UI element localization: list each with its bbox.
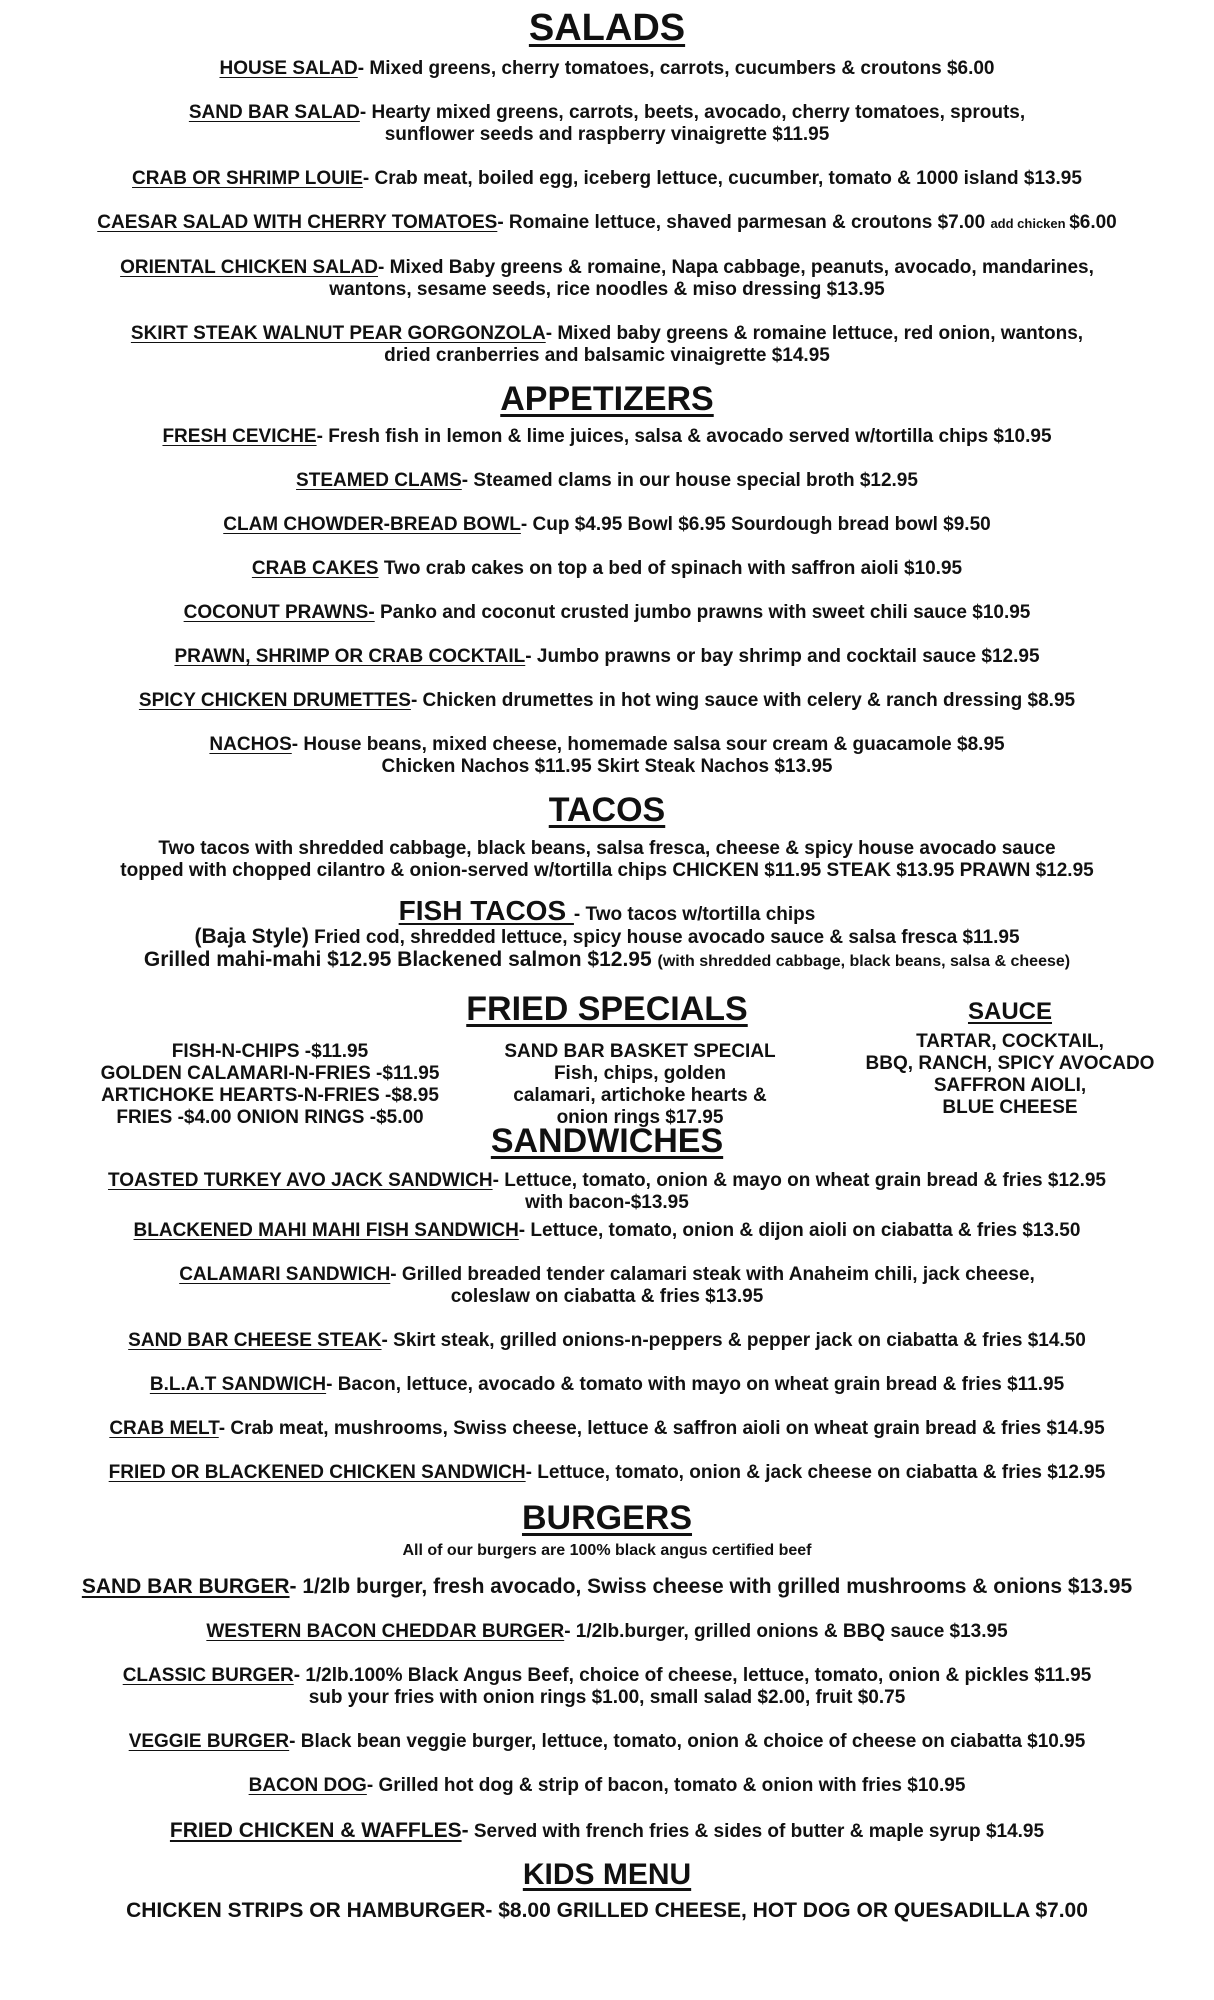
menu-item-drumettes: SPICY CHICKEN DRUMETTES- Chicken drumettes in hot wing sauce with celery & ranch dressing $8.95 xyxy=(138,690,1076,712)
menu-item-house-salad: HOUSE SALAD- Mixed greens, cherry tomatoes, carrots, cucumbers & croutons $6.00 xyxy=(219,57,995,79)
menu-item-bacon-dog: BACON DOG- Grilled hot dog & strip of bacon, tomato & onion with fries $10.95 xyxy=(248,1775,966,1797)
kids-menu-heading: KIDS MENU xyxy=(522,1858,692,1892)
menu-item-chowder: CLAM CHOWDER-BREAD BOWL- Cup $4.95 Bowl $6.95 Sourdough bread bowl $9.50 xyxy=(223,514,991,536)
menu-item-chicken-waffles: FRIED CHICKEN & WAFFLES- Served with french fries & sides of butter & maple syrup $14.95 xyxy=(169,1819,1045,1843)
menu-item-oriental: ORIENTAL CHICKEN SALAD- Mixed Baby greens & romaine, Napa cabbage, peanuts, avocado, mandarines, wantons, sesame seeds, rice noodles & miso dressing $13.95 xyxy=(120,256,1094,300)
menu-item-crab-melt: CRAB MELT- Crab meat, mushrooms, Swiss cheese, lettuce & saffron aioli on wheat grain bread & fries $14.95 xyxy=(109,1417,1105,1439)
menu-item-chicken-sandwich: FRIED OR BLACKENED CHICKEN SANDWICH- Lettuce, tomato, onion & jack cheese on ciabatta & fries $12.95 xyxy=(108,1461,1106,1483)
menu-item-cocktail: PRAWN, SHRIMP OR CRAB COCKTAIL- Jumbo prawns or bay shrimp and cocktail sauce $12.95 xyxy=(174,646,1040,668)
tacos-description: Two tacos with shredded cabbage, black beans, salsa fresca, cheese & spicy house avocado sauce topped with chopped cilantro & onion-served w/tortilla chips CHICKEN $11.95 STEAK $13.95 PRAWN $12.95 xyxy=(120,837,1094,881)
list-item: FRIES -$4.00 ONION RINGS -$5.00 xyxy=(116,1106,424,1128)
menu-item-caesar: CAESAR SALAD WITH CHERRY TOMATOES- Romaine lettuce, shaved parmesan & croutons $7.00 add chicken $6.00 xyxy=(97,211,1117,233)
menu-item-coconut-prawns: COCONUT PRAWNS- Panko and coconut crusted jumbo prawns with sweet chili sauce $10.95 xyxy=(183,602,1031,624)
menu-item-louie: CRAB OR SHRIMP LOUIE- Crab meat, boiled egg, iceberg lettuce, cucumber, tomato & 1000 island $13.95 xyxy=(132,167,1082,189)
fried-specials-list xyxy=(30,1041,510,1129)
appetizers-heading: APPETIZERS xyxy=(500,379,714,418)
menu-item-blat: B.L.A.T SANDWICH- Bacon, lettuce, avocado & tomato with mayo on wheat grain bread & fries $11.95 xyxy=(149,1373,1065,1395)
menu-item-crab-cakes: CRAB CAKES Two crab cakes on top a bed of spinach with saffron aioli $10.95 xyxy=(251,558,963,580)
menu-item-cheese-steak: SAND BAR CHEESE STEAK- Skirt steak, grilled onions-n-peppers & pepper jack on ciabatta & fries $14.50 xyxy=(128,1329,1086,1351)
salads-heading: SALADS xyxy=(528,7,686,49)
tacos-heading: TACOS xyxy=(548,791,666,830)
sauce-list: SAUCE TARTAR, COCKTAIL, BBQ, RANCH, SPICY AVOCADO SAFFRON AIOLI, BLUE CHEESE xyxy=(830,1001,1190,1119)
menu-item-ceviche: FRESH CEVICHE- Fresh fish in lemon & lime juices, salsa & avocado served w/tortilla chips $10.95 xyxy=(162,426,1052,448)
kids-menu-items: CHICKEN STRIPS OR HAMBURGER- $8.00 GRILLED CHEESE, HOT DOG OR QUESADILLA $7.00 xyxy=(126,1899,1088,1923)
menu-item-clams: STEAMED CLAMS- Steamed clams in our house special broth $12.95 xyxy=(296,470,918,492)
menu-item-mahi-sandwich: BLACKENED MAHI MAHI FISH SANDWICH- Lettuce, tomato, onion & dijon aioli on ciabatta & fries $13.50 xyxy=(133,1219,1081,1241)
fried-specials-section xyxy=(0,973,1214,1128)
menu-item-turkey-sandwich: TOASTED TURKEY AVO JACK SANDWICH- Lettuce, tomato, onion & mayo on wheat grain bread & fries $12.95 with bacon-$13.95 xyxy=(107,1169,1106,1213)
menu-item-western-burger: WESTERN BACON CHEDDAR BURGER- 1/2lb.burger, grilled onions & BBQ sauce $13.95 xyxy=(206,1621,1008,1643)
fried-specials-heading: FRIED SPECIALS xyxy=(466,989,748,1028)
list-item: FISH-N-CHIPS -$11.95 xyxy=(171,1040,369,1062)
basket-special: SAND BAR BASKET SPECIAL Fish, chips, golden calamari, artichoke hearts & onion rings $17.95 xyxy=(504,1040,776,1128)
list-item: GOLDEN CALAMARI-N-FRIES -$11.95 xyxy=(100,1062,440,1084)
menu-item-sand-bar-burger: SAND BAR BURGER- 1/2lb burger, fresh avocado, Swiss cheese with grilled mushrooms & onions $13.95 xyxy=(81,1575,1133,1599)
burgers-heading: BURGERS xyxy=(521,1498,693,1537)
sauce-heading: SAUCE xyxy=(967,997,1052,1025)
menu-item-sand-bar-salad: SAND BAR SALAD- Hearty mixed greens, carrots, beets, avocado, cherry tomatoes, sprouts, sunflower seeds and raspberry vinaigrette $11.95 xyxy=(188,101,1026,145)
menu-item-calamari-sandwich: CALAMARI SANDWICH- Grilled breaded tender calamari steak with Anaheim chili, jack cheese, coleslaw on ciabatta & fries $13.95 xyxy=(179,1263,1035,1307)
burgers-note: All of our burgers are 100% black angus certified beef xyxy=(402,1542,812,1560)
menu-item-veggie-burger: VEGGIE BURGER- Black bean veggie burger, lettuce, tomato, onion & choice of cheese on ciabatta $10.95 xyxy=(128,1731,1086,1753)
menu-item-skirt-steak-salad: SKIRT STEAK WALNUT PEAR GORGONZOLA- Mixed baby greens & romaine lettuce, red onion, wantons, dried cranberries and balsamic vinaigrette $14.95 xyxy=(130,322,1084,366)
fish-tacos-header: FISH TACOS - Two tacos w/tortilla chips xyxy=(398,894,816,926)
menu-item-nachos: NACHOS- House beans, mixed cheese, homemade salsa sour cream & guacamole $8.95 Chicken Nachos $11.95 Skirt Steak Nachos $13.95 xyxy=(209,734,1005,778)
menu-item-classic-burger: CLASSIC BURGER- 1/2lb.100% Black Angus Beef, choice of cheese, lettuce, tomato, onion & pickles $11.95 sub your fries with onion rings $1.00, small salad $2.00, fruit $0.75 xyxy=(122,1665,1092,1709)
sandwiches-heading: SANDWICHES xyxy=(490,1121,724,1160)
fish-tacos-details: (Baja Style) Fried cod, shredded lettuce, spicy house avocado sauce & salsa fresca $11.95 Grilled mahi-mahi $12.95 Blackened salmon $12.95 (with shredded cabbage, black beans, salsa & cheese) xyxy=(143,924,1071,971)
list-item: ARTICHOKE HEARTS-N-FRIES -$8.95 xyxy=(101,1084,439,1106)
